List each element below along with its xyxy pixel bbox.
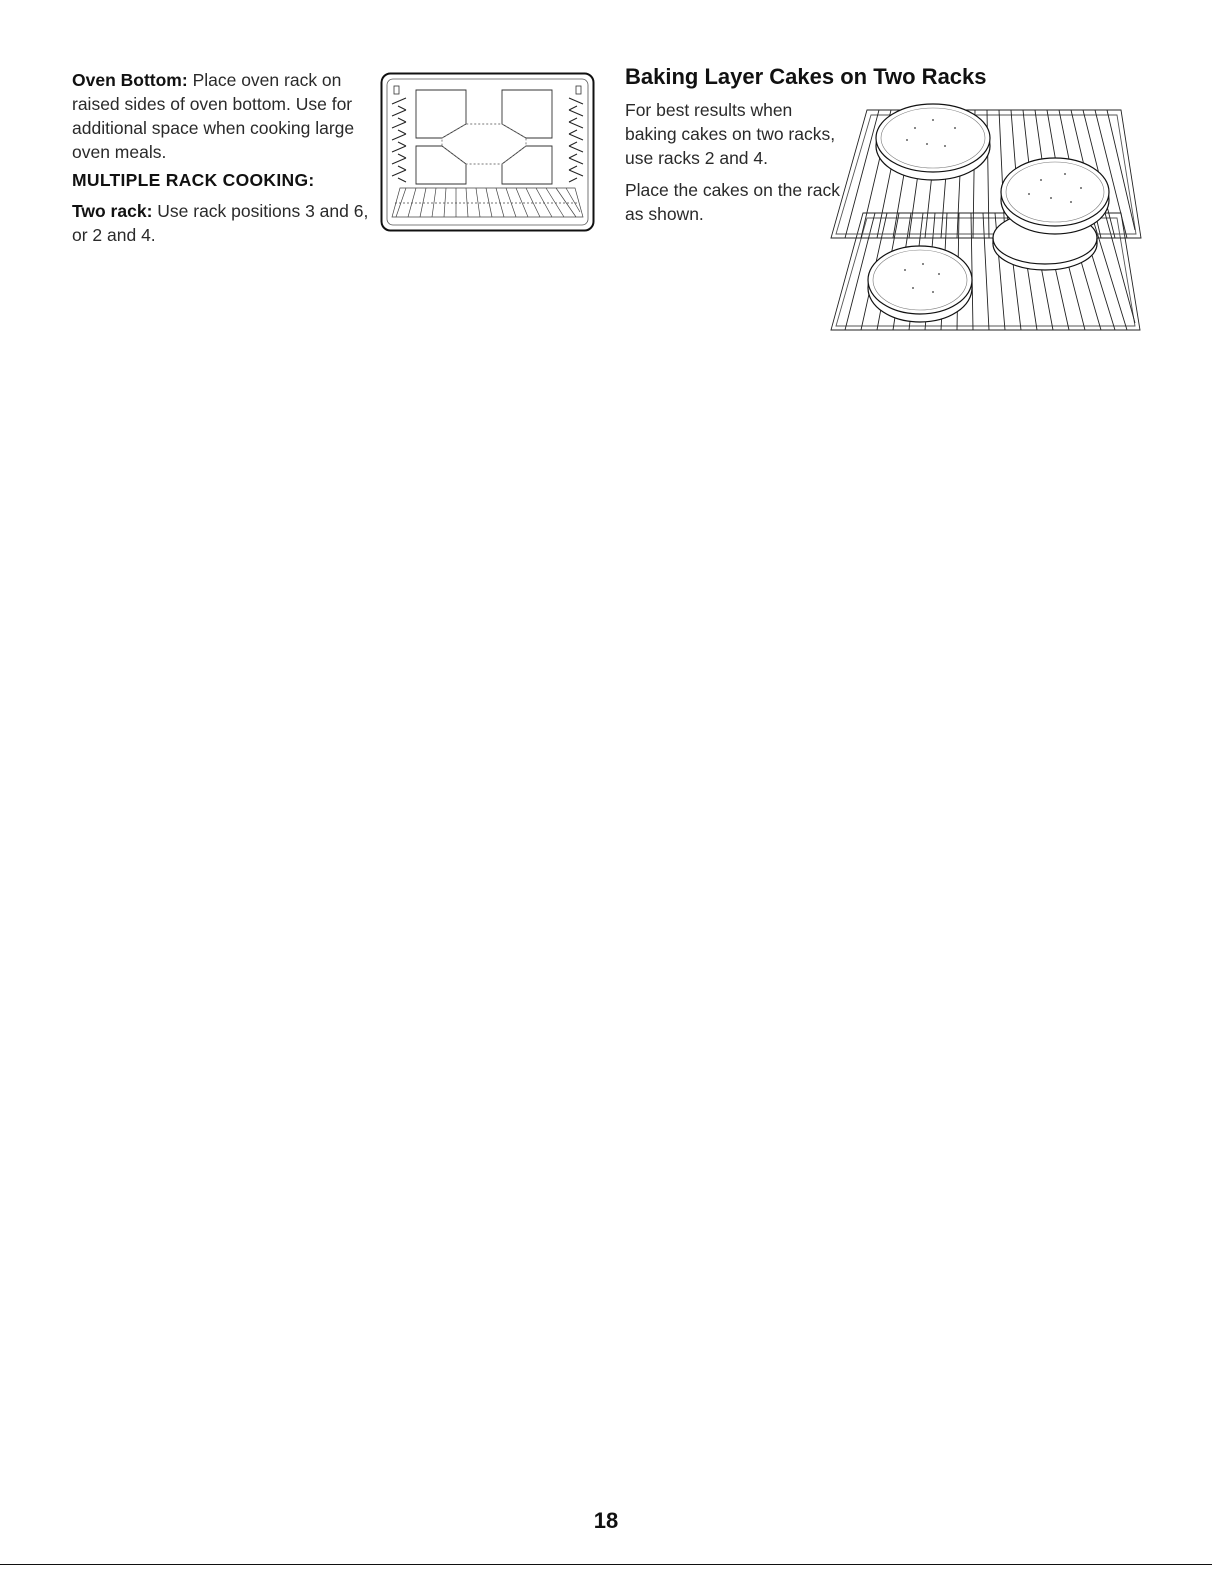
oven-bottom-lead: Oven Bottom:	[72, 70, 188, 90]
cake-upper-right	[1001, 158, 1109, 234]
best-results-paragraph: For best results when baking cakes on two racks, use racks 2 and 4.	[625, 100, 836, 168]
oven-bottom-paragraph	[72, 68, 372, 164]
cake-lower-front	[868, 246, 972, 322]
bottom-rule	[0, 1564, 1212, 1565]
cake-upper-left	[876, 104, 990, 180]
two-racks-cakes-illustration	[815, 98, 1145, 338]
page-number: 18	[593, 1508, 619, 1533]
two-rack-paragraph	[72, 199, 372, 247]
right-column-text	[625, 98, 840, 234]
multiple-rack-heading: MULTIPLE RACK COOKING:	[72, 170, 315, 190]
left-column	[72, 68, 372, 253]
baking-layer-cakes-heading: Baking Layer Cakes on Two Racks	[625, 64, 987, 89]
oven-bottom-text: Place oven rack on raised sides of oven bottom. Use for additional space when cooking large oven meals.	[72, 70, 355, 162]
two-rack-text: Use rack positions 3 and 6, or 2 and 4.	[72, 201, 369, 245]
place-cakes-paragraph: Place the cakes on the rack as shown.	[625, 180, 840, 224]
two-rack-lead: Two rack:	[72, 201, 153, 221]
oven-rack-positions-diagram	[380, 72, 595, 232]
